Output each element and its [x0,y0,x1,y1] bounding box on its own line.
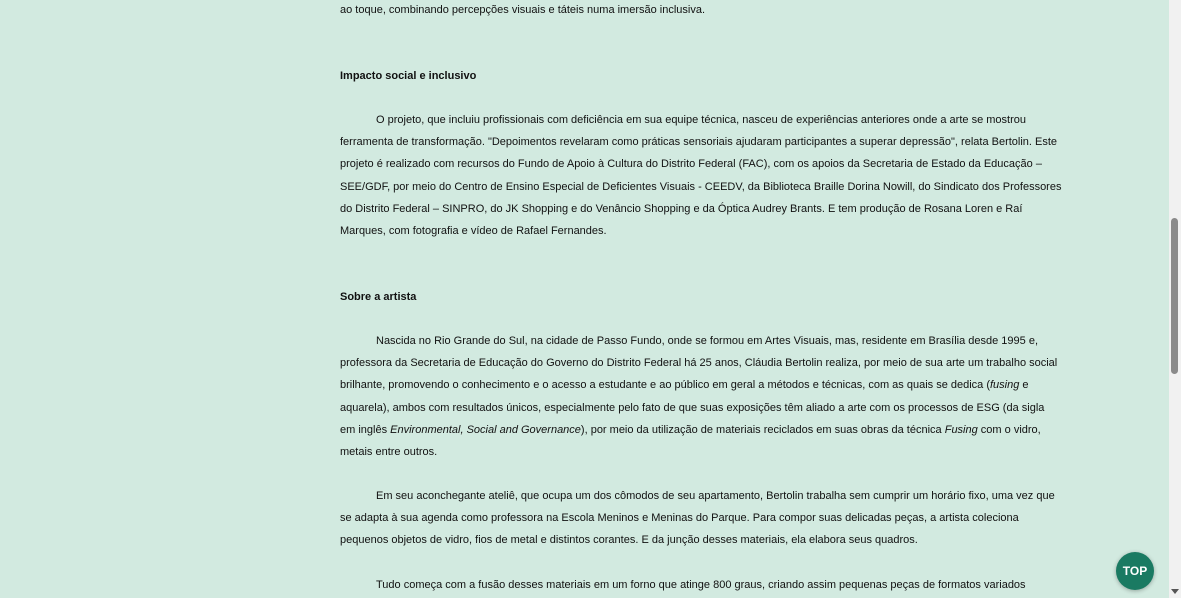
process-paragraph: Tudo começa com a fusão desses materiais em um forno que atinge 800 graus, criando assim pequenas peças de formatos variados [376,579,1026,591]
atelier-paragraph: Em seu aconchegante ateliê, que ocupa um dos cômodos de seu apartamento, Bertolin trabalha sem cumprir um horário fixo, uma vez que se adapta à sua agenda como professora na Escola Meninos e Meninas do Parque. Para compor suas delicadas peças, a artista coleciona pequenos objetos de vidro, fios de metal e distintos corantes. E da junção desses materiais, ela elabora seus quadros. [340,490,1055,547]
fusing-term-2: Fusing [944,423,978,436]
vertical-scrollbar[interactable] [1169,0,1181,598]
artist-bio-paragraph: Nascida no Rio Grande do Sul, na cidade de Passo Fundo, onde se formou em Artes Visuais, mas, residente em Brasília desde 1995 e, professora da Secretaria de Educação do Governo do Distrito Federal há 25 anos, Cláudia Bertolin realiza, por meio de sua arte um trabalho social brilhante, promovendo o conhecimento e o acesso a estudante e ao público em geral a métodos e técnicas, com as quais se dedica (fusing e aquarela), ambos com resultados únicos, especialmente pelo fato de que suas exposições têm aliado a arte com os processos de ESG (da sigla em inglês Environmental, Social and Governance), por meio da utilização de materiais reciclados em suas obras da técnica Fusing com o vidro, metais entre outros. [340,335,1058,459]
scroll-down-arrow-icon[interactable] [1171,589,1179,594]
section-heading-impacto: Impacto social e inclusivo [340,70,477,82]
intro-tail-text: ao toque, combinando percepções visuais e táteis numa imersão inclusiva. [340,4,706,16]
fusing-term: fusing [990,379,1020,392]
back-to-top-button[interactable]: TOP [1116,552,1154,590]
scrollbar-thumb[interactable] [1171,218,1178,374]
esg-term: Environmental, Social and Governance [390,423,581,436]
section-paragraph-impacto: O projeto, que incluiu profissionais com deficiência em sua equipe técnica, nasceu de experiências anteriores onde a arte se mostrou ferramenta de transformação. "Depoimentos revelaram como práticas sensoriais ajudaram participantes a superar depressão", relata Bertolin. Este projeto é realizado com recursos do Fundo de Apoio à Cultura do Distrito Federal (FAC), com os apoios da Secretaria de Estado da Educação – SEE/GDF, por meio do Centro de Ensino Especial de Deficientes Visuais - CEEDV, da Biblioteca Braille Dorina Nowill, do Sindicato dos Professores do Distrito Federal – SINPRO, do JK Shopping e do Venâncio Shopping e da Óptica Audrey Brants. E tem produção de Rosana Loren e Raí Marques, com fotografia e vídeo de Rafael Fernandes. [340,114,1062,238]
section-heading-sobre-artista: Sobre a artista [340,291,417,303]
